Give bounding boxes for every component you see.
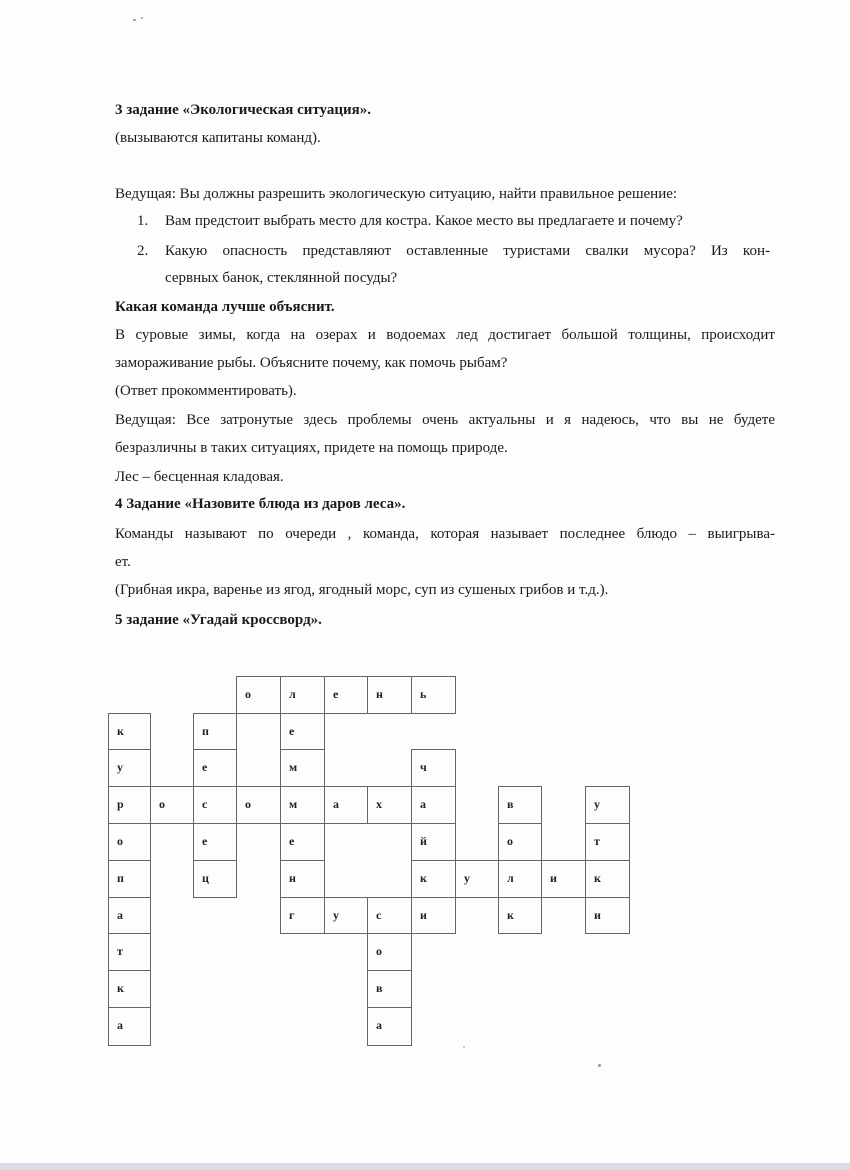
crossword-letter: с xyxy=(202,797,208,811)
crossword-letter: к xyxy=(594,871,601,885)
crossword-cell-border xyxy=(324,897,325,934)
crossword-cell-border xyxy=(150,823,194,824)
crossword-cell-border xyxy=(411,860,412,898)
crossword-cell xyxy=(280,786,324,823)
crossword-cell xyxy=(367,786,411,823)
crossword-cell xyxy=(367,970,411,1007)
crossword-cell xyxy=(367,897,411,933)
crossword-letter: а xyxy=(376,1018,382,1032)
crossword-cell-border xyxy=(236,823,237,861)
crossword-cell xyxy=(280,897,324,933)
crossword-cell-border xyxy=(455,823,456,861)
crossword-cell-border xyxy=(108,933,109,971)
crossword-cell xyxy=(108,860,150,897)
crossword-cell xyxy=(411,786,455,823)
crossword-cell xyxy=(585,897,629,933)
list-item-text: Вам предстоит выбрать место для костра. Какое место вы предлагаете и почему? xyxy=(165,213,683,229)
crossword-cell xyxy=(193,749,236,786)
crossword-letter: ч xyxy=(420,760,427,774)
crossword-letter: г xyxy=(289,908,295,922)
crossword-cell-border xyxy=(455,676,456,714)
crossword-cell-border xyxy=(411,823,456,824)
crossword-cell-border xyxy=(324,713,325,750)
crossword-cell-border xyxy=(108,860,151,861)
crossword-cell-border xyxy=(324,933,368,934)
crossword-cell xyxy=(455,860,498,897)
list-item-number: 2. xyxy=(137,243,149,259)
task4-paragraph: ет. xyxy=(115,554,131,570)
crossword-cell-border xyxy=(108,823,151,824)
crossword-cell-border xyxy=(150,970,151,1008)
crossword-cell-border xyxy=(236,713,281,714)
crossword-cell-border xyxy=(236,860,237,898)
crossword-cell-border xyxy=(193,786,194,824)
crossword-cell-border xyxy=(236,676,237,714)
task3-paragraph: замораживание рыбы. Объясните почему, как помочь рыбам? xyxy=(115,355,508,371)
crossword-cell-border xyxy=(411,823,412,861)
list-item-text: Какую опасность представляют оставленные туристами свалки мусора? Из кон- xyxy=(165,243,770,259)
crossword-cell-border xyxy=(367,1045,412,1046)
crossword-cell-border xyxy=(367,713,412,714)
crossword-cell-border xyxy=(193,860,237,861)
crossword-cell xyxy=(585,860,629,897)
crossword-cell xyxy=(193,860,236,897)
crossword-cell-border xyxy=(108,749,109,787)
crossword-cell-border xyxy=(150,713,151,750)
crossword-cell-border xyxy=(236,676,281,677)
crossword-cell-border xyxy=(193,897,237,898)
crossword-cell-border xyxy=(541,860,586,861)
crossword-cell xyxy=(193,786,236,823)
crossword-cell-border xyxy=(108,713,109,750)
crossword-cell-border xyxy=(411,860,456,861)
crossword-cell-border xyxy=(541,860,542,898)
crossword-letter: ь xyxy=(420,687,427,701)
crossword-cell-border xyxy=(367,933,368,971)
crossword-letter: й xyxy=(420,834,427,848)
crossword-letter: у xyxy=(594,797,600,811)
task3-paragraph: Лес – бесценная кладовая. xyxy=(115,469,284,485)
crossword-cell-border xyxy=(280,897,281,934)
task3-title: 3 задание «Экологическая ситуация». xyxy=(115,102,372,118)
crossword-cell-border xyxy=(324,860,325,898)
crossword-cell-border xyxy=(367,1007,368,1046)
crossword-cell-border xyxy=(629,823,630,861)
list-item-number: 1. xyxy=(137,213,149,229)
crossword-cell-border xyxy=(108,749,151,750)
task3-which-team: Какая команда лучше объяснит. xyxy=(115,299,335,315)
crossword-letter: л xyxy=(289,687,296,701)
crossword-cell xyxy=(280,713,324,749)
crossword-cell-border xyxy=(324,676,325,714)
crossword-letter: т xyxy=(117,944,123,958)
crossword-cell-border xyxy=(411,1007,412,1046)
crossword-cell-border xyxy=(585,786,586,824)
crossword-cell-border xyxy=(193,749,237,750)
crossword-cell-border xyxy=(411,933,412,971)
crossword-cell-border xyxy=(193,823,237,824)
crossword-cell xyxy=(498,897,541,933)
crossword-cell xyxy=(585,823,629,860)
crossword-cell xyxy=(585,786,629,823)
crossword-cell-border xyxy=(629,860,630,898)
crossword-letter: о xyxy=(245,797,251,811)
crossword-cell-border xyxy=(108,786,151,787)
crossword-cell-border xyxy=(585,860,630,861)
task3-lead: Ведущая: Вы должны разрешить экологическую ситуацию, найти правильное решение: xyxy=(115,186,678,202)
task3-note: (вызываются капитаны команд). xyxy=(115,130,321,146)
crossword-cell-border xyxy=(367,823,412,824)
crossword-letter: к xyxy=(117,981,124,995)
crossword-cell-border xyxy=(150,823,151,861)
crossword-letter: в xyxy=(376,981,383,995)
crossword-cell-border xyxy=(629,897,630,934)
crossword-cell xyxy=(280,823,324,860)
crossword-cell-border xyxy=(498,897,499,934)
crossword-cell xyxy=(236,676,280,713)
crossword-cell-border xyxy=(541,823,542,861)
crossword-cell-border xyxy=(367,1007,412,1008)
crossword-cell xyxy=(498,823,541,860)
crossword-letter: у xyxy=(333,908,339,922)
crossword-cell xyxy=(498,860,541,897)
crossword-cell-border xyxy=(585,897,630,898)
crossword-cell-border xyxy=(193,713,237,714)
crossword-cell xyxy=(411,749,455,786)
crossword-cell-border xyxy=(150,933,151,971)
crossword-letter: л xyxy=(507,871,514,885)
task5-title: 5 задание «Угадай кроссворд». xyxy=(115,612,322,628)
crossword-cell-border xyxy=(280,933,325,934)
crossword-cell-border xyxy=(108,1007,109,1046)
crossword-cell xyxy=(411,823,455,860)
crossword-cell-border xyxy=(108,970,151,971)
crossword-cell-border xyxy=(585,823,630,824)
crossword-letter: с xyxy=(376,908,382,922)
crossword-cell-border xyxy=(585,786,630,787)
crossword-cell xyxy=(108,933,150,970)
crossword-cell xyxy=(280,676,324,713)
crossword-cell xyxy=(411,860,455,897)
task3-paragraph: В суровые зимы, когда на озерах и водоемах лед достигает большой толщины, происходит xyxy=(115,327,775,343)
crossword-letter: н xyxy=(376,687,383,701)
crossword-cell-border xyxy=(280,676,325,677)
crossword-cell-border xyxy=(280,823,325,824)
crossword-cell xyxy=(108,823,150,860)
crossword-cell-border xyxy=(324,786,368,787)
crossword-letter: е xyxy=(333,687,339,701)
crossword-cell-border xyxy=(367,933,412,934)
crossword-letter: х xyxy=(376,797,382,811)
crossword-letter: п xyxy=(117,871,124,885)
crossword-cell-border xyxy=(367,676,368,714)
crossword-cell-border xyxy=(324,676,368,677)
crossword-cell-border xyxy=(411,713,456,714)
crossword-letter: и xyxy=(420,908,427,922)
crossword-cell-border xyxy=(324,713,368,714)
crossword-letter: о xyxy=(245,687,251,701)
crossword-cell-border xyxy=(367,970,412,971)
crossword-cell-border xyxy=(411,749,456,750)
crossword-cell-border xyxy=(108,1007,151,1008)
crossword-cell-border xyxy=(193,823,194,861)
crossword-letter: у xyxy=(464,871,470,885)
crossword-cell-border xyxy=(150,897,151,934)
crossword-cell-border xyxy=(455,786,456,824)
crossword-cell xyxy=(108,713,150,749)
crossword-cell-border xyxy=(498,823,499,861)
crossword-cell-border xyxy=(498,786,499,824)
crossword-cell-border xyxy=(629,786,630,824)
crossword-letter: о xyxy=(117,834,123,848)
crossword-cell-border xyxy=(367,897,412,898)
crossword-cell-border xyxy=(324,897,368,898)
crossword-cell-border xyxy=(108,860,109,898)
crossword-letter: п xyxy=(202,724,209,738)
crossword-cell-border xyxy=(498,860,542,861)
crossword-cell-border xyxy=(324,823,325,861)
crossword-cell xyxy=(367,933,411,970)
crossword-letter: н xyxy=(289,871,296,885)
crossword-cell xyxy=(324,897,367,933)
crossword-letter: а xyxy=(420,797,426,811)
task3-paragraph: Ведущая: Все затронутые здесь проблемы очень актуальны и я надеюсь, что вы не будете xyxy=(115,412,775,428)
crossword-cell xyxy=(150,786,193,823)
task3-paragraph: безразличны в таких ситуациях, придете на помощь природе. xyxy=(115,440,508,456)
crossword-letter: м xyxy=(289,760,298,774)
crossword-cell-border xyxy=(541,786,542,824)
crossword-letter: м xyxy=(289,797,298,811)
crossword-letter: к xyxy=(507,908,514,922)
crossword-cell-border xyxy=(108,897,151,898)
crossword-cell xyxy=(108,897,150,933)
crossword-letter: е xyxy=(289,724,295,738)
crossword-cell-border xyxy=(108,713,151,714)
crossword-cell-border xyxy=(498,823,542,824)
crossword-cell-border xyxy=(150,860,151,898)
crossword-cell-border xyxy=(498,897,542,898)
crossword-cell-border xyxy=(541,897,586,898)
crossword-cell xyxy=(541,860,585,897)
crossword-cell-border xyxy=(108,933,151,934)
crossword-cell-border xyxy=(108,897,109,934)
crossword-cell xyxy=(324,786,367,823)
list-item-text-continued: сервных банок, стеклянной посуды? xyxy=(165,270,398,286)
crossword-cell-border xyxy=(280,897,325,898)
crossword-cell-border xyxy=(193,786,237,787)
task4-paragraph: (Грибная икра, варенье из ягод, ягодный морс, суп из сушеных грибов и т.д.). xyxy=(115,582,609,598)
crossword-cell-border xyxy=(367,970,368,1008)
crossword-cell xyxy=(108,970,150,1007)
crossword-cell xyxy=(367,1007,411,1045)
crossword-cell xyxy=(324,676,367,713)
task4-paragraph: Команды называют по очереди , команда, которая называет последнее блюдо – выигрыва- xyxy=(115,526,775,542)
crossword-cell-border xyxy=(280,713,325,714)
crossword-cell-border xyxy=(324,749,325,787)
crossword-cell-border xyxy=(455,749,456,787)
crossword-letter: о xyxy=(159,797,165,811)
crossword-cell-border xyxy=(411,897,412,934)
crossword-letter: е xyxy=(289,834,295,848)
crossword-cell xyxy=(193,713,236,749)
crossword-cell-border xyxy=(411,786,412,824)
crossword-cell-border xyxy=(280,749,281,787)
crossword-cell-border xyxy=(193,749,194,787)
crossword-cell-border xyxy=(280,823,281,861)
crossword-letter: е xyxy=(202,760,208,774)
crossword-cell-border xyxy=(498,786,542,787)
crossword-letter: о xyxy=(376,944,382,958)
crossword-cell-border xyxy=(367,676,412,677)
crossword-cell-border xyxy=(411,676,456,677)
crossword-cell-border xyxy=(498,933,542,934)
crossword-cell-border xyxy=(236,823,281,824)
crossword-cell-border xyxy=(585,823,586,861)
crossword-letter: к xyxy=(117,724,124,738)
crossword-cell-border xyxy=(150,749,151,787)
crossword-cell-border xyxy=(367,786,412,787)
crossword-letter: к xyxy=(420,871,427,885)
crossword-cell-border xyxy=(236,786,281,787)
crossword-cell-border xyxy=(411,749,412,787)
crossword-cell xyxy=(367,676,411,713)
crossword-letter: и xyxy=(550,871,557,885)
crossword-cell xyxy=(108,749,150,786)
crossword-cell-border xyxy=(411,933,456,934)
crossword-letter: е xyxy=(202,834,208,848)
crossword-cell-border xyxy=(455,897,456,934)
crossword-cell-border xyxy=(108,970,109,1008)
crossword-cell xyxy=(280,860,324,897)
crossword-cell-border xyxy=(411,897,456,898)
crossword-cell-border xyxy=(411,676,412,714)
crossword-cell-border xyxy=(280,786,281,824)
crossword-cell-border xyxy=(585,897,586,934)
crossword-cell-border xyxy=(455,860,456,898)
crossword-cell xyxy=(280,749,324,786)
scan-bottom-edge xyxy=(0,1163,850,1170)
crossword-letter: у xyxy=(117,760,123,774)
crossword-cell-border xyxy=(150,786,194,787)
crossword-cell xyxy=(193,823,236,860)
crossword-cell-border xyxy=(367,897,368,934)
crossword-letter: а xyxy=(117,1018,123,1032)
task4-title: 4 Задание «Назовите блюда из даров леса». xyxy=(115,496,406,512)
crossword-cell-border xyxy=(280,676,281,714)
crossword-letter: а xyxy=(333,797,339,811)
crossword-letter: о xyxy=(507,834,513,848)
crossword-cell xyxy=(411,897,455,933)
crossword-cell-border xyxy=(280,786,325,787)
crossword-letter: в xyxy=(507,797,514,811)
crossword-cell-border xyxy=(193,860,194,898)
crossword-cell-border xyxy=(236,786,237,824)
crossword-cell-border xyxy=(280,713,281,750)
crossword-cell-border xyxy=(108,823,109,861)
crossword-cell-border xyxy=(236,713,237,750)
crossword-cell xyxy=(498,786,541,823)
crossword-cell-border xyxy=(455,860,499,861)
crossword-cell-border xyxy=(324,786,325,824)
crossword-letter: т xyxy=(594,834,600,848)
crossword-cell-border xyxy=(280,860,325,861)
crossword-cell-border xyxy=(367,786,368,824)
crossword-letter: а xyxy=(117,908,123,922)
crossword-cell-border xyxy=(455,897,499,898)
task3-paragraph: (Ответ прокомментировать). xyxy=(115,383,297,399)
crossword-cell-border xyxy=(193,713,194,750)
crossword-cell-border xyxy=(541,897,542,934)
crossword-cell xyxy=(108,1007,150,1045)
crossword-cell-border xyxy=(236,749,237,787)
crossword-cell-border xyxy=(585,860,586,898)
crossword-letter: и xyxy=(594,908,601,922)
crossword-letter: р xyxy=(117,797,124,811)
crossword-cell-border xyxy=(108,786,109,824)
crossword-cell-border xyxy=(411,786,456,787)
crossword-cell-border xyxy=(498,860,499,898)
crossword-cell xyxy=(236,786,280,823)
crossword-cell-border xyxy=(150,1007,151,1046)
crossword-cell-border xyxy=(150,786,151,824)
crossword-cell xyxy=(108,786,150,823)
crossword-cell-border xyxy=(324,823,368,824)
crossword-cell-border xyxy=(585,933,630,934)
crossword-cell xyxy=(411,676,455,713)
crossword-cell-border xyxy=(411,970,412,1008)
crossword-cell-border xyxy=(280,860,281,898)
crossword-letter: ц xyxy=(202,871,209,885)
crossword-cell-border xyxy=(108,1045,151,1046)
crossword-cell-border xyxy=(280,749,325,750)
